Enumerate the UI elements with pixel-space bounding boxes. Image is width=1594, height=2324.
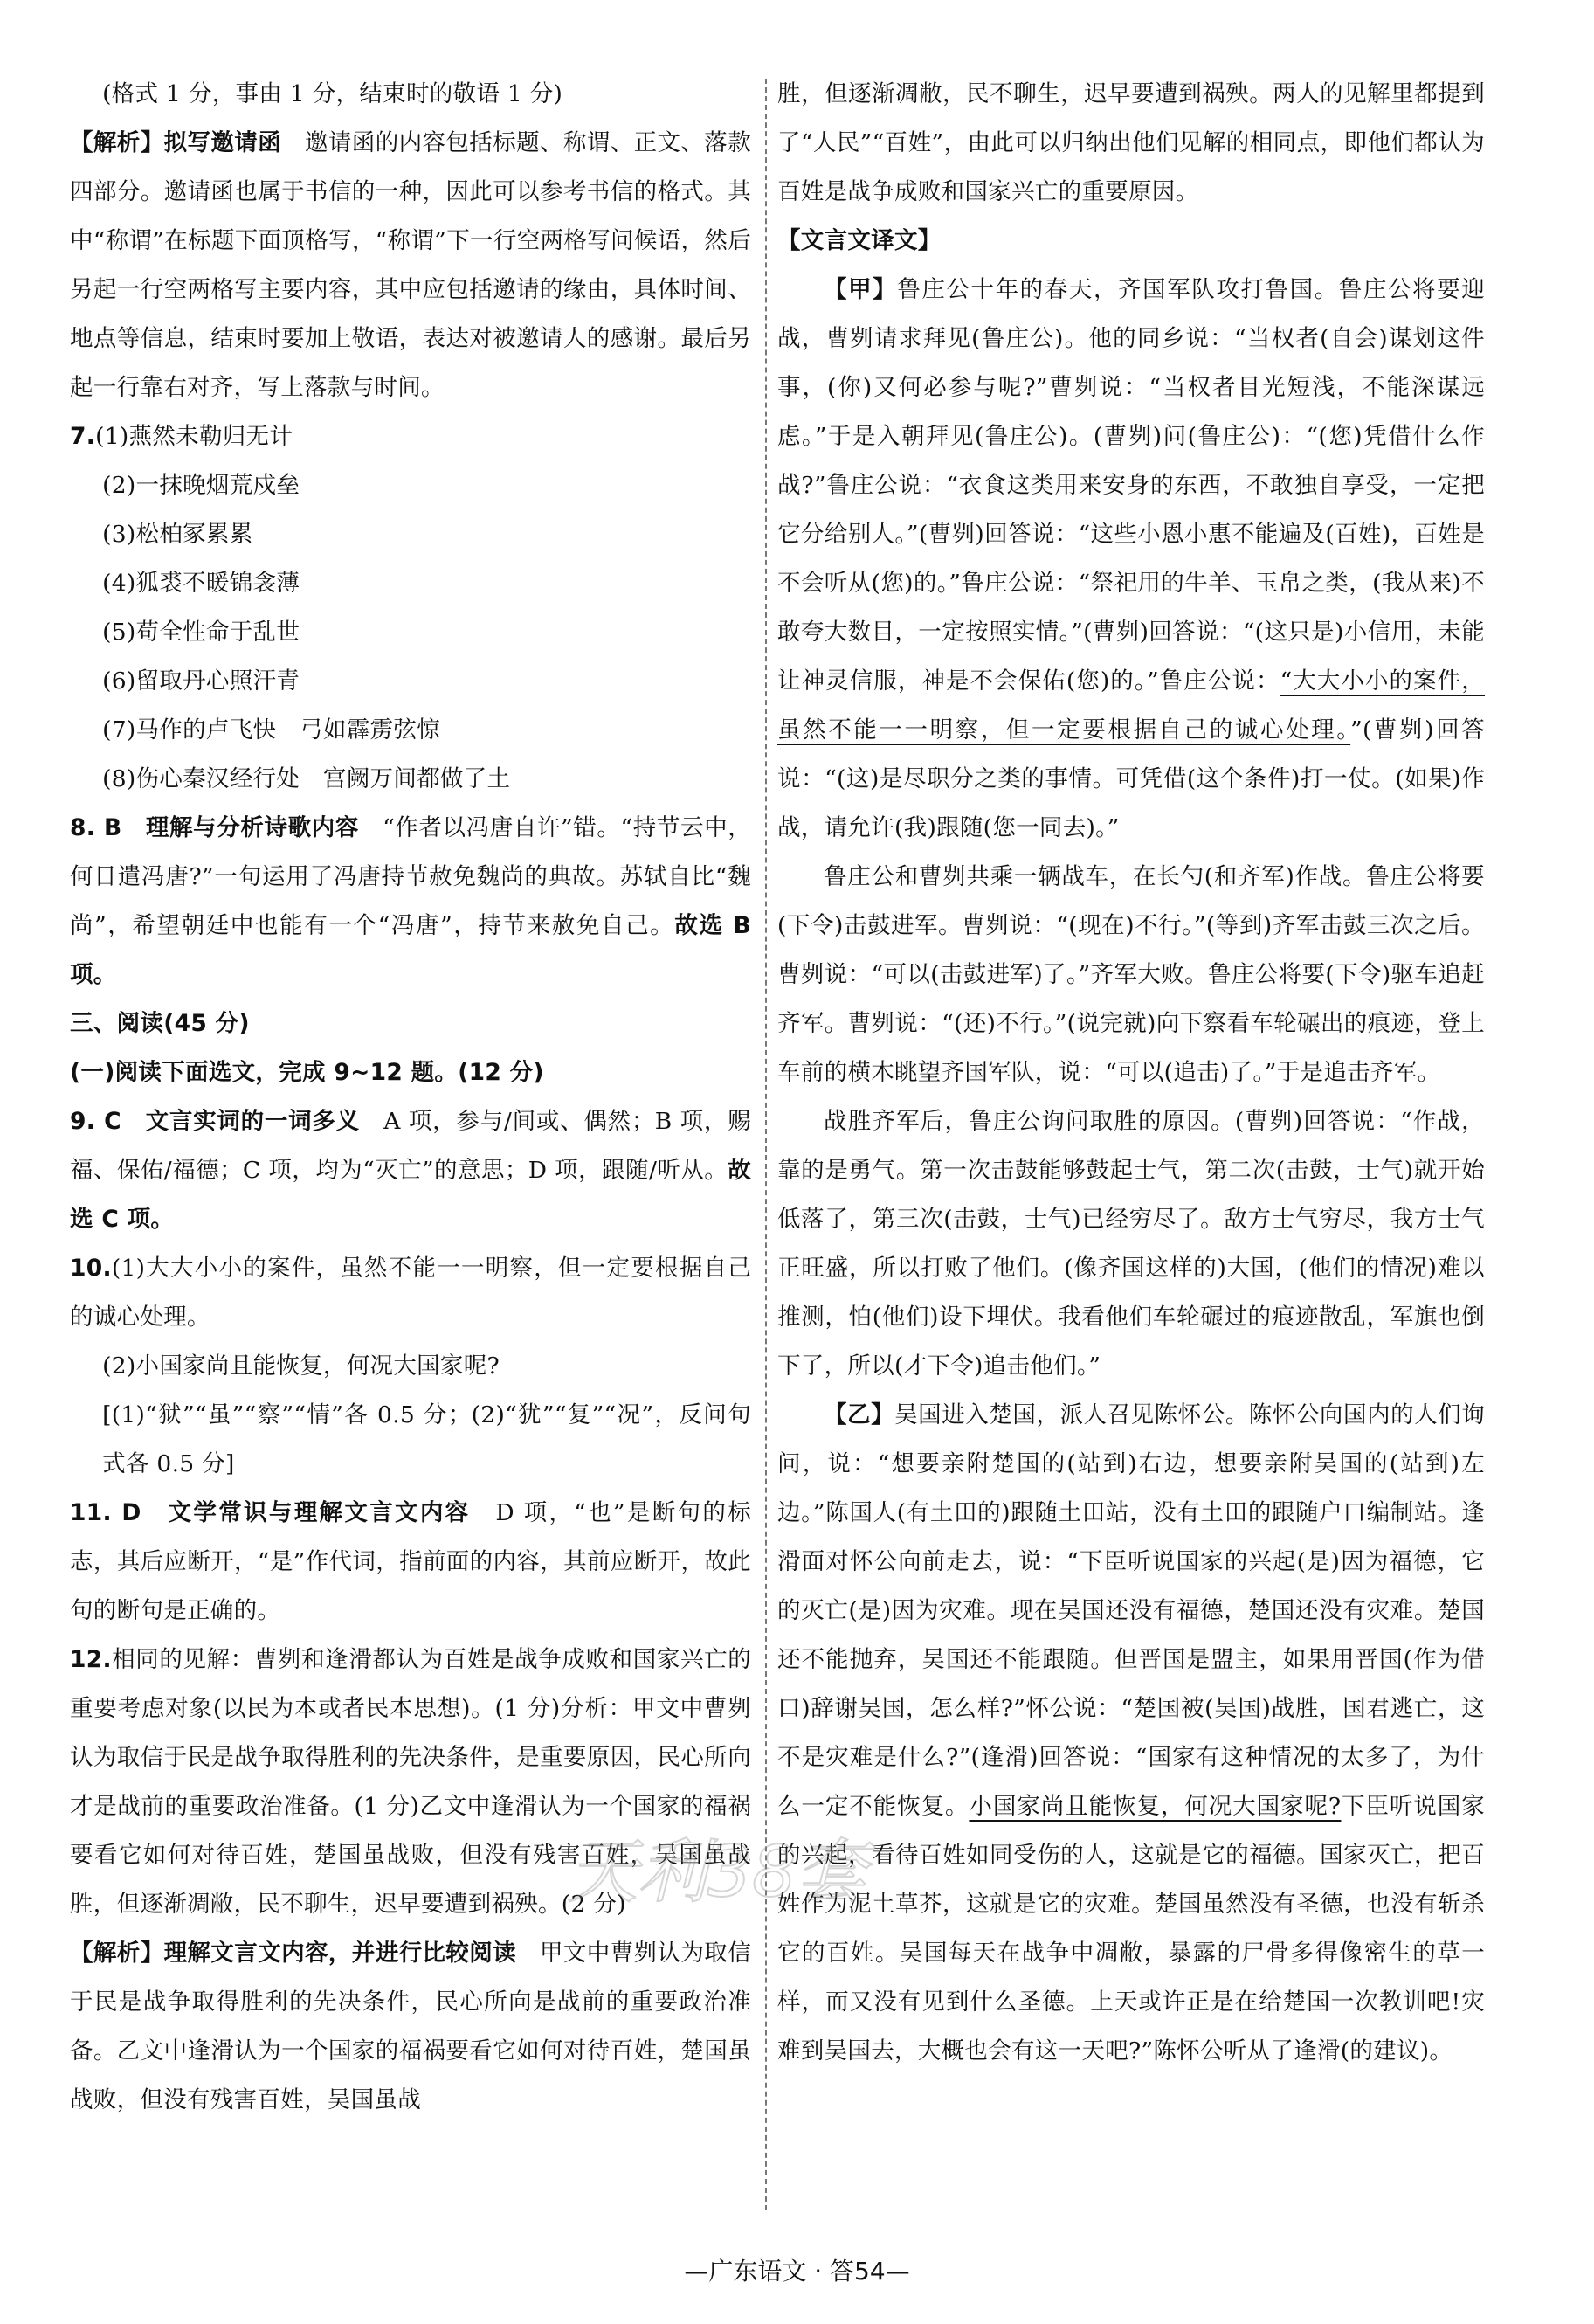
column-divider xyxy=(765,79,767,2210)
q11-text: D 项，“也”是断句的标志，其后应断开，“是”作代词，指前面的内容，其前应断开，故此句的断句是正确的。 xyxy=(70,1499,751,1624)
q9-text: A 项，参与/间或、偶然；B 项，赐福、保佑/福德；C 项，均为“灭亡”的意思；D 项，跟随/听从。 xyxy=(70,1108,751,1184)
translation-title: 【文言文译文】 xyxy=(777,227,942,254)
q10-answer xyxy=(70,1244,751,1342)
q12-text: 相同的见解：曹刿和逢滑都认为百姓是战争成败和国家兴亡的重要考虑对象(以民为本或者民本思想)。(1 分)分析：甲文中曹刿认为取信于民是战争取得胜利的先决条件，是重要原因，民心所向才是战前的重要政治准备。(1 分)乙文中逢滑认为一个国家的福祸要看它如何对待百姓，楚国虽战败，但没有残害百姓，吴国虽战胜，但逐渐凋敝，民不聊生，迟早要遭到祸殃。(2 分) xyxy=(70,1646,751,1918)
q9-conclusion: 故选 C 项。 xyxy=(70,1157,751,1233)
q7-line-7: (7)马作的卢飞快 弓如霹雳弦惊 xyxy=(102,716,440,744)
q11-number: 11. D xyxy=(70,1499,141,1526)
yi-text-b: 下臣听说国家的兴起，看待百姓如同受伤的人，这就是它的福德。国家灭亡，把百姓作为泥土草芥，这就是它的灾难。楚国虽然没有圣德，也没有斩杀它的百姓。吴国每天在战争中凋敝，暴露的尸骨多得像密生的草一样，而又没有见到什么圣德。上天或许正是在给楚国一次教训吧!灾难到吴国去，大概也会有这一天吧?”陈怀公听从了逢滑(的建议)。 xyxy=(777,1793,1486,2065)
q6-score-note: (格式 1 分，事由 1 分，结束时的敬语 1 分) xyxy=(102,80,563,107)
q12-answer xyxy=(70,1636,751,1929)
translation-jia-p2: 鲁庄公和曹刿共乘一辆战车，在长勺(和齐军)作战。鲁庄公将要(下令)击鼓进军。曹刿说：“(现在)不行。”(等到)齐军击鼓三次之后。曹刿说：“可以(击鼓进军)了。”齐军大败。鲁庄公将要(下令)驱车追赶齐军。曹刿说：“(还)不行。”(说完就)向下察看车轮碾出的痕迹，登上车前的横木眺望齐国军队，说：“可以(追击)了。”于是追击齐军。 xyxy=(777,863,1485,1086)
jia-underlined: “大大小小的案件，虽然不能一一明察，但一定要根据自己的诚心处理。 xyxy=(777,667,1486,744)
analysis-text: 邀请函的内容包括标题、称谓、正文、落款四部分。邀请函也属于书信的一种，因此可以参考书信的格式。其中“称谓”在标题下面顶格写，“称谓”下一行空两格写问候语，然后另起一行空两格写主要内容，其中应包括邀请的缘由，具体时间、地点等信息，结束时要加上敬语，表达对被邀请人的感谢。最后另起一行靠右对齐，写上落款与时间。 xyxy=(70,129,752,401)
q11-answer xyxy=(70,1489,751,1636)
jia-tag: 【甲】 xyxy=(824,276,898,303)
q8-text: “作者以冯唐自许”错。“持节云中，何日遣冯唐?”一句运用了冯唐持节赦免魏尚的典故。苏轼自比“魏尚”，希望朝廷中也能有一个“冯唐”，持节来赦免自己。 xyxy=(70,814,752,939)
q7-line-3: (3)松柏冢累累 xyxy=(102,521,253,548)
section-three-title: 三、阅读(45 分) xyxy=(70,1010,250,1037)
jia-text-b: ”(曹刿)回答说：“(这)是尽职分之类的事情。可凭借(这个条件)打一仗。(如果)作战，请允许(我)跟随(您一同去)。” xyxy=(777,716,1486,841)
q7-line-4: (4)狐裘不暖锦衾薄 xyxy=(102,570,300,597)
left-column xyxy=(70,70,751,2125)
subsection-one-title: (一)阅读下面选文，完成 9~12 题。(12 分) xyxy=(70,1059,544,1086)
right-column xyxy=(777,70,1485,2076)
q8-tag: 理解与分析诗歌内容 xyxy=(121,814,359,841)
q8-answer xyxy=(70,804,751,999)
q7-line-8: (8)伤心秦汉经行处 宫阙万间都做了土 xyxy=(102,765,511,792)
q8-conclusion: 故选 B 项。 xyxy=(70,912,751,988)
q6-analysis xyxy=(70,119,751,412)
q12-analysis xyxy=(70,1929,751,2125)
q8-number: 8. B xyxy=(70,814,122,841)
q7-line-2: (2)一抹晚烟荒戍垒 xyxy=(102,472,300,499)
q7-line-1: (1)燕然未勒归无计 xyxy=(95,423,293,450)
q12-analysis-continued: 胜，但逐渐凋敝，民不聊生，迟早要遭到祸殃。两人的见解里都提到了“人民”“百姓”，由此可以归纳出他们见解的相同点，即他们都认为百姓是战争成败和国家兴亡的重要原因。 xyxy=(777,80,1485,205)
q10-number: 10. xyxy=(70,1255,112,1282)
q7-line-5: (5)苟全性命于乱世 xyxy=(102,619,300,646)
q7-number: 7. xyxy=(70,423,96,450)
translation-jia-p3: 战胜齐军后，鲁庄公询问取胜的原因。(曹刿)回答说：“作战，靠的是勇气。第一次击鼓能够鼓起士气，第二次(击鼓，士气)就开始低落了，第三次(击鼓，士气)已经穷尽了。敌方士气穷尽，我方士气正旺盛，所以打败了他们。(像齐国这样的)大国，(他们的情况)难以推测，怕(他们)设下埋伏。我看他们车轮碾过的痕迹散乱，军旗也倒下了，所以(才下令)追击他们。” xyxy=(777,1108,1485,1380)
watermark-logo-text: 天利38套 xyxy=(568,1831,866,1912)
translation-yi xyxy=(777,1391,1485,2076)
jia-text-a: 鲁庄公十年的春天，齐国军队攻打鲁国。鲁庄公将要迎战，曹刿请求拜见(鲁庄公)。他的同乡说：“当权者(自会)谋划这件事，(你)又何必参与呢?”曹刿说：“当权者目光短浅，不能深谋远虑。”于是入朝拜见(鲁庄公)。(曹刿)问(鲁庄公)：“(您)凭借什么作战?”鲁庄公说：“衣食这类用来安身的东西，不敢独自享受，一定把它分给别人。”(曹刿)回答说：“这些小恩小惠不能遍及(百姓)，百姓是不会听从(您)的。”鲁庄公说：“祭祀用的牛羊、玉帛之类，(我从来)不敢夸大数目，一定按照实情。”(曹刿)回答说：“(这只是)小信用，未能让神灵信服，神是不会保佑(您)的。”鲁庄公说： xyxy=(777,276,1486,695)
q9-number: 9. C xyxy=(70,1108,121,1135)
q9-answer xyxy=(70,1097,751,1244)
q10-score-note: [(1)“狱”“虽”“察”“情”各 0.5 分；(2)“犹”“复”“况”，反问句式各 0.5 分] xyxy=(102,1401,751,1477)
analysis-tag: 【解析】拟写邀请函 xyxy=(70,129,282,156)
yi-text-a: 吴国进入楚国，派人召见陈怀公。陈怀公向国内的人们询问，说：“想要亲附楚国的(站到)右边，想要亲附吴国的(站到)左边。”陈国人(有土田的)跟随土田站，没有土田的跟随户口编制站。逢滑面对怀公向前走去，说：“下臣听说国家的兴起(是)因为福德，它的灭亡(是)因为灾难。现在吴国还没有福德，楚国还没有灾难。楚国还不能抛弃，吴国还不能跟随。但晋国是盟主，如果用晋国(作为借口)辞谢吴国，怎么样?”怀公说：“楚国被(吴国)战胜，国君逃亡，这不是灾难是什么?”(逢滑)回答说：“国家有这种情况的太多了，为什么一定不能恢复。 xyxy=(777,1401,1486,1820)
q12-number: 12. xyxy=(70,1646,112,1673)
yi-tag: 【乙】 xyxy=(824,1401,895,1428)
q7-line-6: (6)留取丹心照汗青 xyxy=(102,667,300,695)
q10-part-2: (2)小国家尚且能恢复，何况大国家呢? xyxy=(102,1352,500,1380)
translation-jia-p1 xyxy=(777,266,1485,853)
q7-answer xyxy=(70,412,751,461)
yi-underlined: 小国家尚且能恢复，何况大国家呢? xyxy=(969,1793,1342,1820)
q12-analysis-tag: 【解析】理解文言文内容，并进行比较阅读 xyxy=(70,1940,517,1967)
q10-part-1: (1)大大小小的案件，虽然不能一一明察，但一定要根据自己的诚心处理。 xyxy=(70,1255,751,1331)
q11-tag: 文学常识与理解文言文内容 xyxy=(141,1499,471,1526)
q9-tag: 文言实词的一词多义 xyxy=(121,1108,360,1135)
page-footer: —广东语文 · 答54— xyxy=(684,2257,910,2286)
q12-analysis-text: 甲文中曹刿认为取信于民是战争取得胜利的先决条件，民心所向是战前的重要政治准备。乙文中逢滑认为一个国家的福祸要看它如何对待百姓，楚国虽战败，但没有残害百姓，吴国虽战 xyxy=(70,1940,752,2113)
